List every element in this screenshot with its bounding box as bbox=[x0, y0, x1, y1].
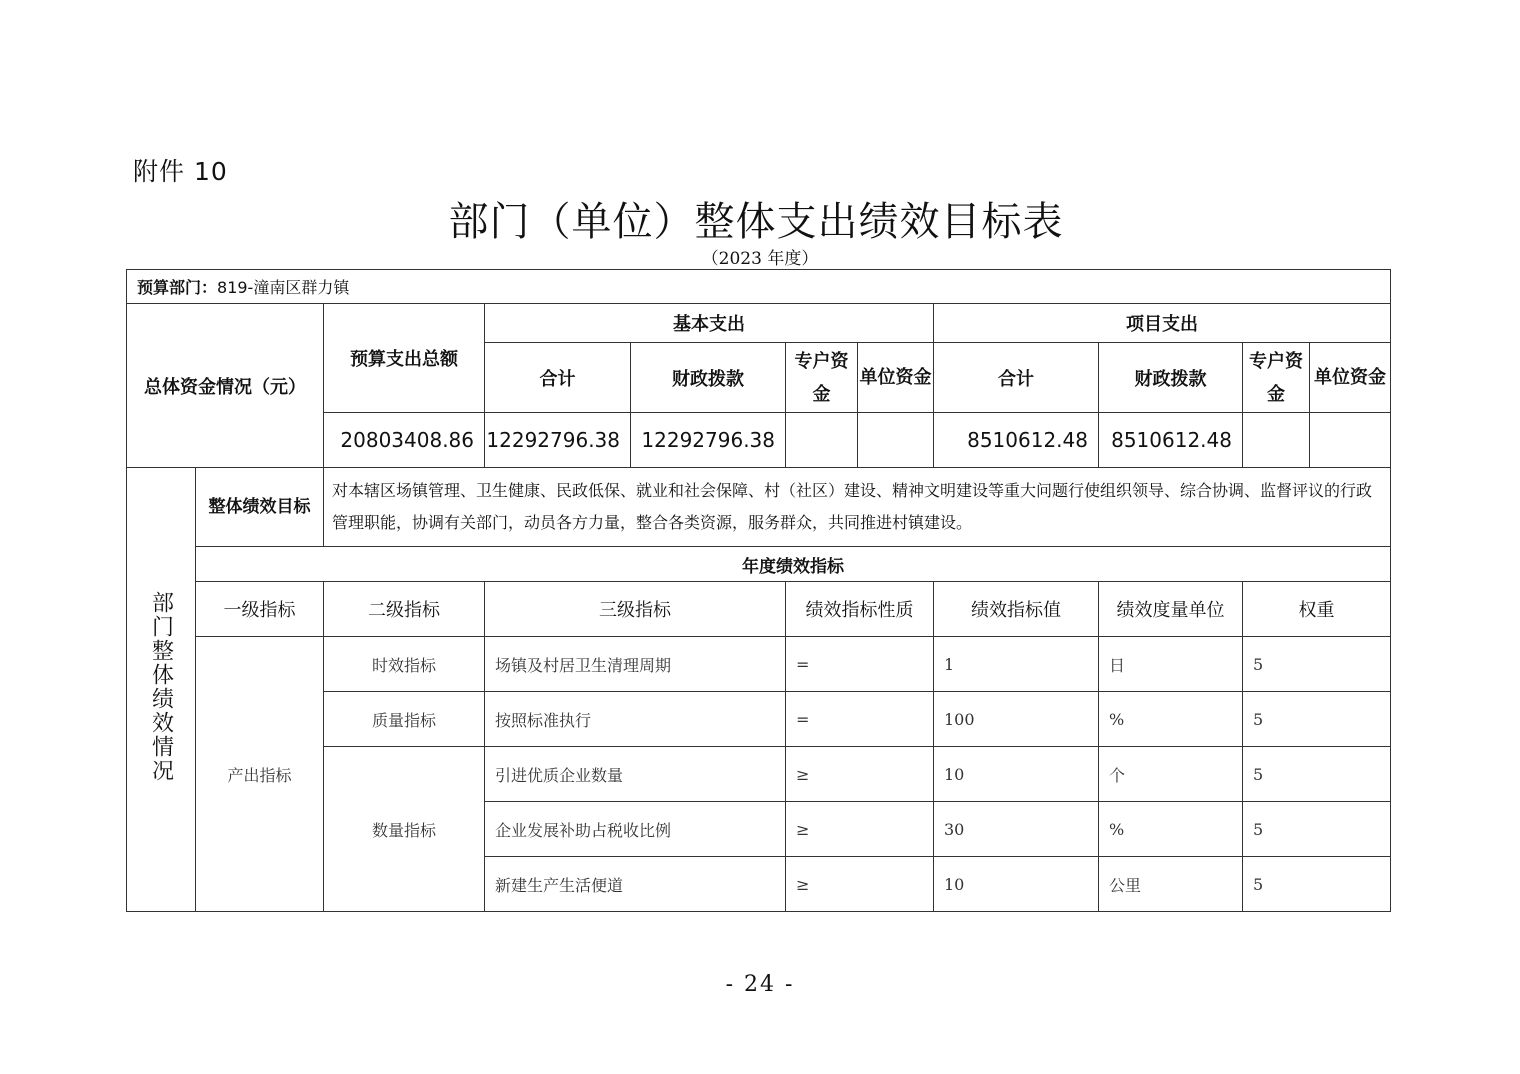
page-number: - 24 - bbox=[725, 972, 795, 997]
dept-value: 819-潼南区群力镇 bbox=[217, 278, 350, 297]
weight-cell: 5 bbox=[1243, 802, 1391, 857]
basic-fiscal-value: 12292796.38 bbox=[631, 413, 786, 468]
nature-cell: ≥ bbox=[786, 857, 934, 912]
basic-special-label: 专户资金 bbox=[786, 343, 858, 413]
project-special-value bbox=[1243, 413, 1310, 468]
funds-label: 总体资金情况（元） bbox=[127, 304, 324, 468]
project-expense-label: 项目支出 bbox=[934, 304, 1391, 343]
value-cell: 100 bbox=[934, 692, 1099, 747]
project-special-label: 专户资金 bbox=[1243, 343, 1310, 413]
weight-cell: 5 bbox=[1243, 692, 1391, 747]
total-budget-label: 预算支出总额 bbox=[324, 304, 485, 413]
dept-cell bbox=[127, 270, 1391, 304]
level3-cell: 按照标准执行 bbox=[485, 692, 786, 747]
col-unit: 绩效度量单位 bbox=[1099, 582, 1243, 637]
weight-cell: 5 bbox=[1243, 857, 1391, 912]
value-cell: 30 bbox=[934, 802, 1099, 857]
goal-text: 对本辖区场镇管理、卫生健康、民政低保、就业和社会保障、村（社区）建设、精神文明建设等重大问题行使组织领导、综合协调、监督评议的行政管理职能，协调有关部门，动员各方力量，整合各类资源，服务群众，共同推进村镇建设。 bbox=[324, 468, 1391, 547]
basic-unit-value bbox=[858, 413, 934, 468]
basic-expense-label: 基本支出 bbox=[485, 304, 934, 343]
col-weight: 权重 bbox=[1243, 582, 1391, 637]
col-nature: 绩效指标性质 bbox=[786, 582, 934, 637]
unit-cell: 公里 bbox=[1099, 857, 1243, 912]
dept-label: 预算部门： bbox=[137, 278, 218, 297]
col-level1: 一级指标 bbox=[196, 582, 324, 637]
level2-cell: 质量指标 bbox=[324, 692, 485, 747]
goal-label: 整体绩效目标 bbox=[196, 468, 324, 547]
unit-cell: % bbox=[1099, 692, 1243, 747]
nature-cell: ≥ bbox=[786, 747, 934, 802]
nature-cell: ≥ bbox=[786, 802, 934, 857]
nature-cell: = bbox=[786, 692, 934, 747]
attachment-label: 附件 10 bbox=[133, 157, 228, 186]
value-cell: 10 bbox=[934, 747, 1099, 802]
level2-cell: 时效指标 bbox=[324, 637, 485, 692]
basic-sum-label: 合计 bbox=[485, 343, 631, 413]
unit-cell: % bbox=[1099, 802, 1243, 857]
annual-indicators-label: 年度绩效指标 bbox=[196, 547, 1391, 582]
unit-cell: 个 bbox=[1099, 747, 1243, 802]
project-unit-label: 单位资金 bbox=[1310, 343, 1391, 413]
project-fiscal-value: 8510612.48 bbox=[1099, 413, 1243, 468]
nature-cell: = bbox=[786, 637, 934, 692]
basic-sum-value: 12292796.38 bbox=[485, 413, 631, 468]
project-sum-label: 合计 bbox=[934, 343, 1099, 413]
perf-side-cell bbox=[127, 468, 196, 912]
level3-cell: 场镇及村居卫生清理周期 bbox=[485, 637, 786, 692]
col-level3: 三级指标 bbox=[485, 582, 786, 637]
table-row bbox=[127, 637, 1391, 692]
basic-unit-label: 单位资金 bbox=[858, 343, 934, 413]
project-unit-value bbox=[1310, 413, 1391, 468]
unit-cell: 日 bbox=[1099, 637, 1243, 692]
value-cell: 10 bbox=[934, 857, 1099, 912]
total-value: 20803408.86 bbox=[324, 413, 485, 468]
level3-cell: 新建生产生活便道 bbox=[485, 857, 786, 912]
performance-table bbox=[126, 269, 1391, 912]
level3-cell: 引进优质企业数量 bbox=[485, 747, 786, 802]
col-value: 绩效指标值 bbox=[934, 582, 1099, 637]
basic-fiscal-label: 财政拨款 bbox=[631, 343, 786, 413]
page-title: 部门（单位）整体支出绩效目标表 bbox=[448, 199, 1064, 245]
value-cell: 1 bbox=[934, 637, 1099, 692]
level3-cell: 企业发展补助占税收比例 bbox=[485, 802, 786, 857]
project-fiscal-label: 财政拨款 bbox=[1099, 343, 1243, 413]
project-sum-value: 8510612.48 bbox=[934, 413, 1099, 468]
year-subtitle: （2023 年度） bbox=[701, 249, 819, 269]
perf-side-label: 部门整体绩效情况 bbox=[148, 591, 174, 783]
level2-cell: 数量指标 bbox=[324, 747, 485, 912]
basic-special-value bbox=[786, 413, 858, 468]
col-level2: 二级指标 bbox=[324, 582, 485, 637]
weight-cell: 5 bbox=[1243, 637, 1391, 692]
weight-cell: 5 bbox=[1243, 747, 1391, 802]
level1-cell: 产出指标 bbox=[196, 637, 324, 912]
